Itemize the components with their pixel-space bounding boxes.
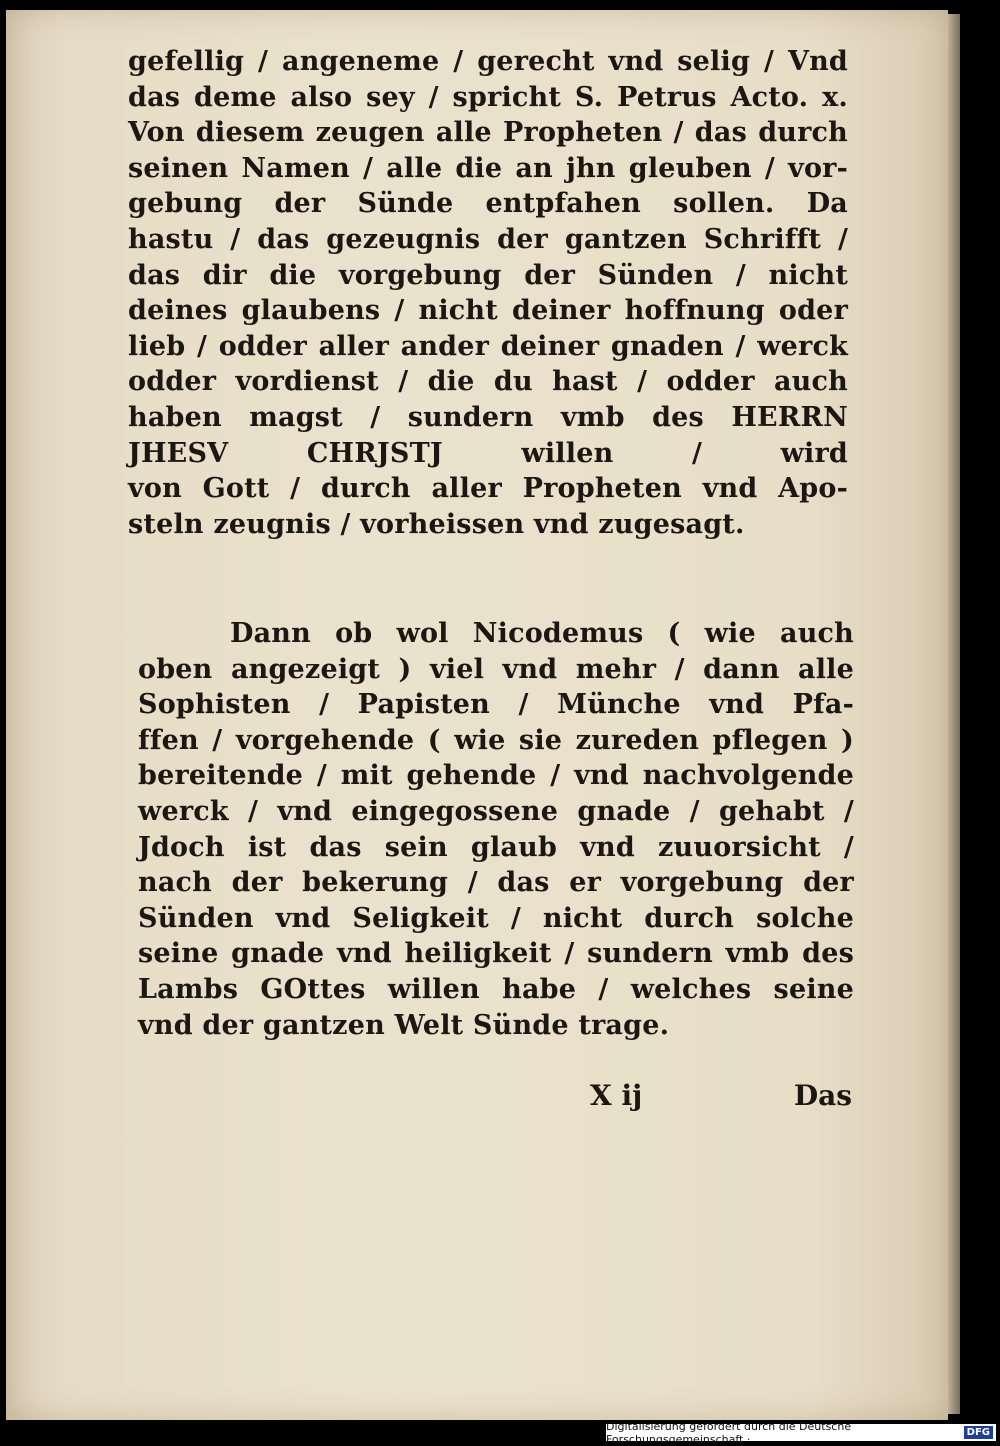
page-foot: [590, 1079, 852, 1119]
paragraph-1: [128, 44, 848, 542]
text-line: das deme also sey / spricht S. Petrus Acto. x.: [128, 81, 848, 113]
signature-mark: X ij: [590, 1079, 643, 1112]
text-line: bereitende / mit gehende / vnd nachvolgende: [138, 760, 854, 792]
text-line: vnd der gantzen Welt Sünde trage.: [138, 1009, 670, 1041]
text-line: odder vordienst / die du hast / odder auch: [128, 366, 848, 398]
catchword: Das: [793, 1079, 852, 1112]
credit-text: Digitalisierung gefördert durch die Deutsche Forschungsgemeinschaft ·: [606, 1419, 852, 1446]
text-line: Dann ob wol Nicodemus ( wie auch: [230, 618, 854, 649]
digitization-credit: [606, 1419, 996, 1446]
text-line: gefellig / angeneme / gerecht vnd selig / Vnd: [128, 46, 848, 77]
text-line: ffen / vorgehende ( wie sie zureden pflegen ): [138, 724, 854, 756]
text-line: Sünden vnd Seligkeit / nicht durch solche: [138, 902, 854, 934]
text-line: steln zeugnis / vorheissen vnd zugesagt.: [128, 508, 745, 540]
page-edge: [948, 14, 960, 1414]
text-line: gebung der Sünde entpfahen sollen. Da: [128, 188, 848, 220]
text-line: Sophisten / Papisten / Münche vnd Pfa-: [138, 689, 854, 721]
text-line: Lambs GOttes willen habe / welches seine: [138, 973, 854, 1005]
text-line: von Gott / durch aller Propheten vnd Apo-: [128, 473, 848, 505]
text-line: seinen Namen / alle die an jhn gleuben / vor-: [128, 152, 848, 184]
text-line: deines glaubens / nicht deiner hoffnung oder: [128, 295, 848, 327]
text-line: JHESV CHRJSTJ willen / wird: [128, 437, 848, 469]
text-line: werck / vnd eingegossene gnade / gehabt /: [138, 795, 854, 827]
text-line: das dir die vorgebung der Sünden / nicht: [128, 259, 848, 291]
text-line: hastu / das gezeugnis der gantzen Schrifft /: [128, 223, 848, 255]
paragraph-2: [138, 616, 854, 1043]
text-line: Jdoch ist das sein glaub vnd zuuorsicht /: [138, 831, 854, 863]
text-line: lieb / odder aller ander deiner gnaden / werck: [128, 330, 848, 362]
text-line: Von diesem zeugen alle Propheten / das durch: [128, 117, 848, 149]
text-line: oben angezeigt ) viel vnd mehr / dann alle: [138, 653, 854, 685]
text-line: seine gnade vnd heiligkeit / sundern vmb des: [138, 938, 854, 970]
text-line: nach der bekerung / das er vorgebung der: [138, 867, 854, 899]
text-line: haben magst / sundern vmb des HERRN: [128, 401, 848, 433]
dfg-logo: DFG: [964, 1426, 993, 1439]
